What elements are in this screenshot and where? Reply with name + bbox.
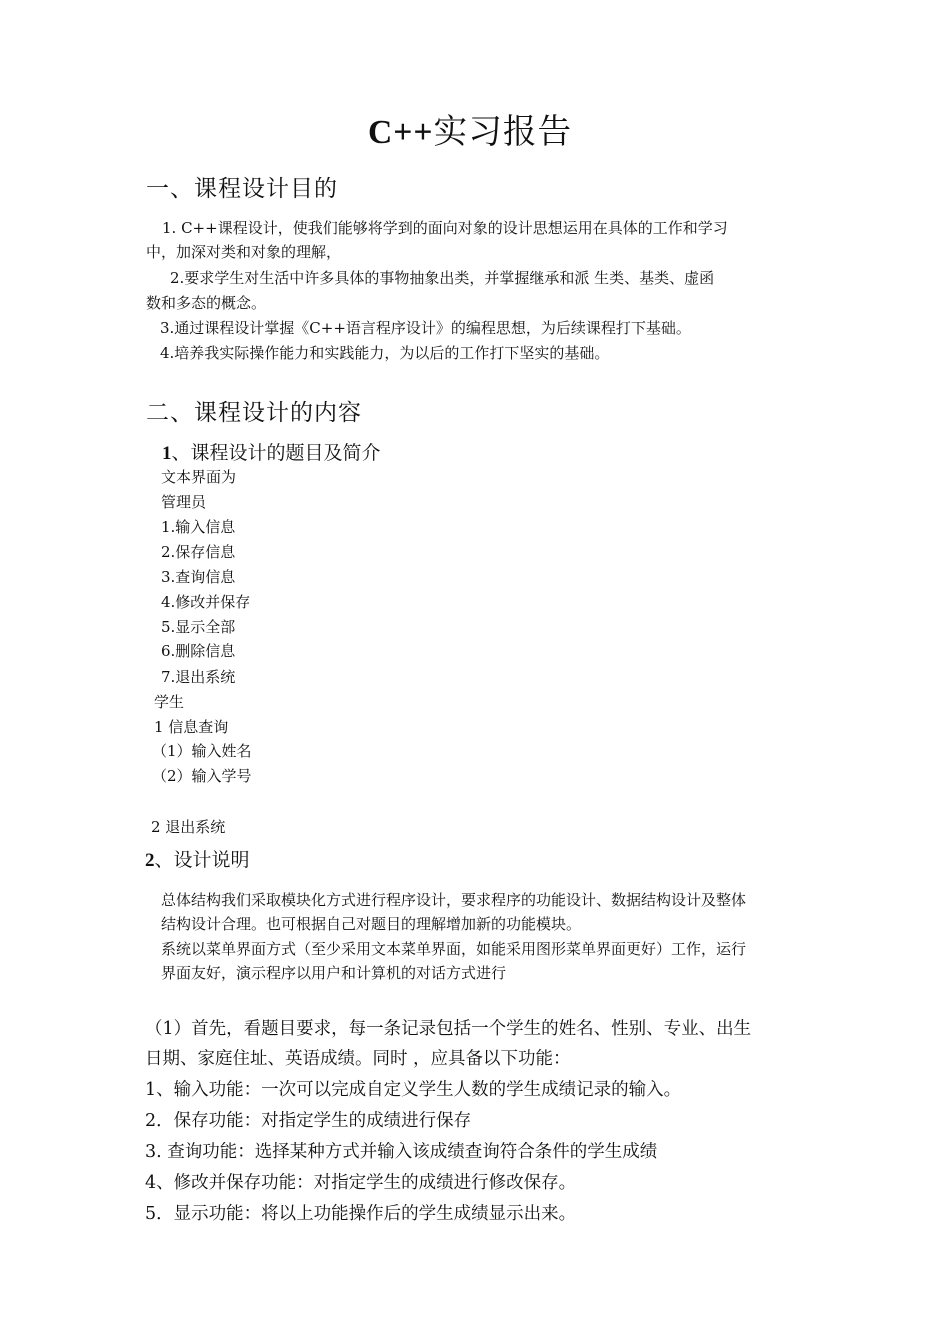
student-query: 1 信息查询	[154, 718, 229, 736]
student-exit: 2 退出系统	[151, 818, 226, 836]
title-rest: 实习报告	[433, 112, 573, 152]
subsection1-heading	[162, 438, 381, 465]
purpose-item-2-line1: 2.要求学生对生活中许多具体的事物抽象出类，并掌握继承和派 生类、基类、虚函	[170, 269, 715, 287]
admin-menu-item: 3.查询信息	[161, 568, 236, 586]
student-query-option: （2）输入学号	[152, 767, 252, 785]
subsection2-heading	[145, 845, 250, 872]
student-label: 学生	[154, 693, 185, 711]
text-ui-intro: 文本界面为	[161, 468, 237, 486]
admin-label: 管理员	[161, 493, 207, 511]
design-desc-2-line2: 界面友好，演示程序以用户和计算机的对话方式进行	[161, 964, 507, 982]
design-desc-1-line1: 总体结构我们采取模块化方式进行程序设计，要求程序的功能设计、数据结构设计及整体	[161, 891, 747, 909]
function-item: 2．保存功能：对指定学生的成绩进行保存	[145, 1111, 472, 1131]
purpose-item-1-line2: 中，加深对类和对象的理解，	[146, 243, 342, 261]
report-title	[0, 104, 940, 153]
function-item: 4、修改并保存功能：对指定学生的成绩进行修改保存。	[145, 1173, 577, 1193]
admin-menu-item: 2.保存信息	[161, 543, 236, 561]
subsection2-label: 、设计说明	[154, 849, 250, 871]
requirement-line1: （1）首先，看题目要求，每一条记录包括一个学生的姓名、性别、专业、出生	[145, 1019, 752, 1039]
function-item: 1、输入功能：一次可以完成自定义学生人数的学生成绩记录的输入。	[145, 1080, 682, 1100]
admin-menu-item: 7.退出系统	[161, 668, 236, 686]
purpose-item-4: 4.培养我实际操作能力和实践能力，为以后的工作打下坚实的基础。	[160, 344, 610, 362]
design-desc-2-line1: 系统以菜单界面方式（至少采用文本菜单界面，如能采用图形菜单界面更好）工作，运行	[161, 940, 747, 958]
admin-menu-item: 1.输入信息	[161, 518, 236, 536]
subsection2-num: 2	[145, 850, 155, 871]
purpose-item-2-line2: 数和多态的概念。	[146, 294, 267, 312]
admin-menu-item: 6.删除信息	[161, 642, 236, 660]
section2-heading: 二、课程设计的内容	[146, 400, 362, 426]
design-desc-1-line2: 结构设计合理。也可根据自己对题目的理解增加新的功能模块。	[161, 915, 582, 933]
requirement-line2: 日期、家庭住址、英语成绩。同时 ，应具备以下功能：	[145, 1049, 571, 1069]
title-bold: C++	[367, 114, 434, 151]
purpose-item-3: 3.通过课程设计掌握《C++语言程序设计》的编程思想，为后续课程打下基础。	[160, 319, 691, 337]
admin-menu-item: 5.显示全部	[161, 618, 236, 636]
admin-menu-item: 4.修改并保存	[161, 593, 251, 611]
student-query-option: （1）输入姓名	[152, 742, 252, 760]
function-item: 3. 查询功能：选择某种方式并输入该成绩查询符合条件的学生成绩	[145, 1142, 658, 1162]
section1-heading: 一、课程设计目的	[146, 176, 338, 202]
function-item: 5．显示功能：将以上功能操作后的学生成绩显示出来。	[145, 1204, 577, 1224]
subsection1-num: 1	[162, 443, 172, 464]
subsection1-label: 、课程设计的题目及简介	[171, 442, 381, 464]
purpose-item-1-line1: 1. C++课程设计，使我们能够将学到的面向对象的设计思想运用在具体的工作和学习	[162, 219, 728, 237]
